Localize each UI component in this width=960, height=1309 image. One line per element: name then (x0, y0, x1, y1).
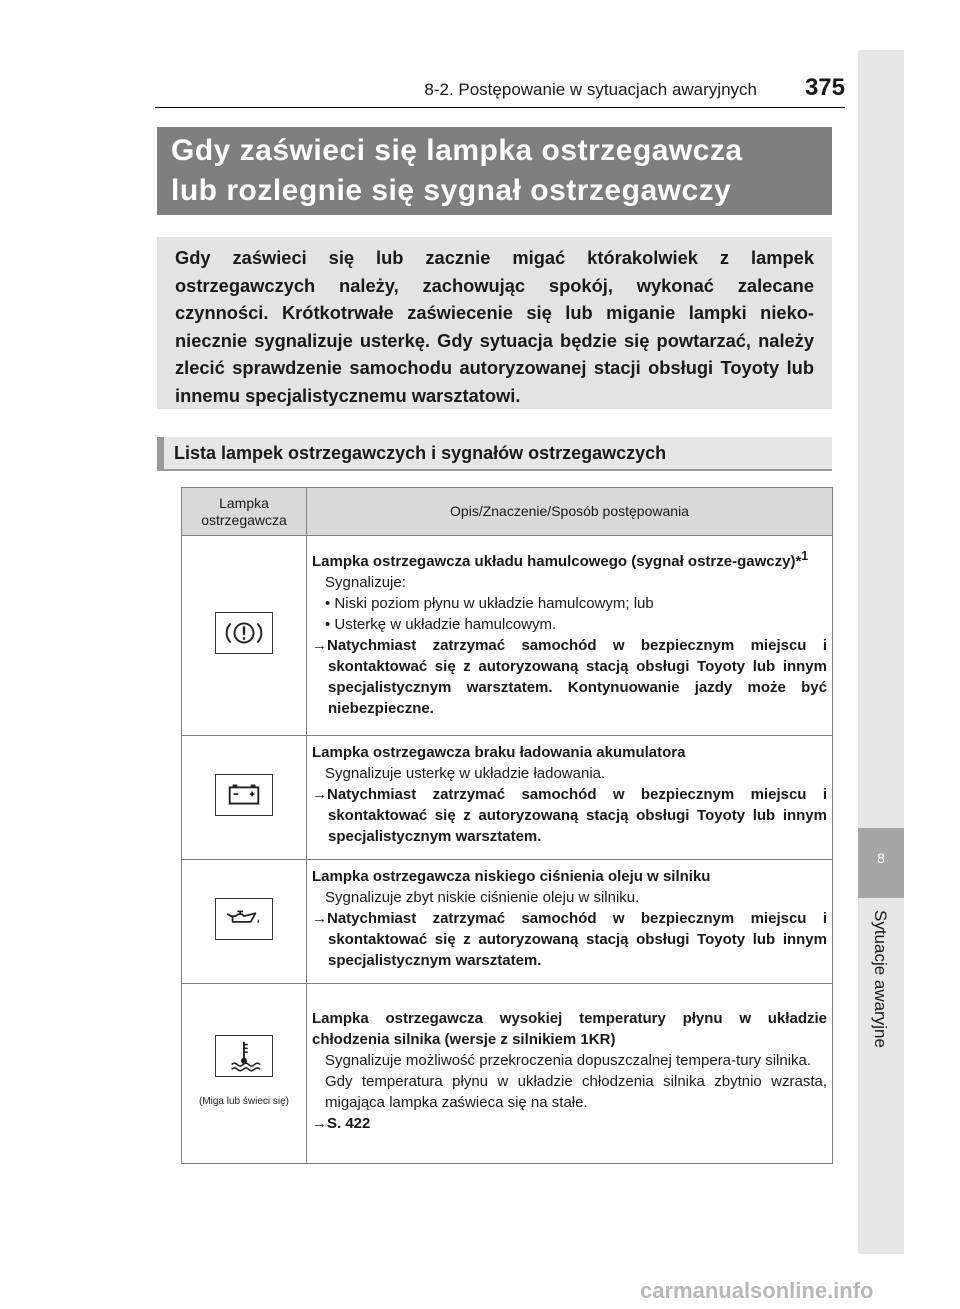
column-header-lamp-line1: Lampka (219, 494, 269, 511)
page-title-line2: lub rozlegnie się sygnał ostrzegawczy (171, 174, 732, 207)
lamp-title: Lampka ostrzegawcza wysokiej temperatury płynu w układzie chłodzenia silnika (wersje z silnikiem 1KR) (312, 1009, 827, 1048)
arrow-icon: → (312, 786, 327, 803)
header-divider (155, 107, 845, 108)
lamp-signals-label: Sygnalizuje: (325, 574, 406, 591)
page-title-line1: Gdy zaświeci się lampka ostrzegawcza (171, 134, 743, 167)
brake-warning-icon (215, 612, 273, 654)
lamp-text: Sygnalizuje zbyt niskie ciśnienie oleju w silniku. (325, 889, 640, 906)
lamp-text: Sygnalizuje usterkę w układzie ładowania. (325, 765, 606, 782)
page-header (155, 74, 845, 104)
lamp-text: Gdy temperatura płynu w układzie chłodzenia silnika zbytnio wzrasta, migająca lampka zaświeca się na stałe. (325, 1072, 827, 1111)
table-row (182, 984, 833, 1164)
lamp-action-text: Natychmiast zatrzymać samochód w bezpiecznym miejscu i skontaktować się z autoryzowaną stacją obsługi Toyoty lub innym specjalistycznym warsztatem. (327, 786, 827, 845)
lamp-action (312, 784, 827, 847)
battery-charging-icon (215, 774, 273, 816)
page-title (157, 127, 832, 215)
chapter-number: 8 (858, 828, 904, 898)
lamp-action (312, 908, 827, 971)
arrow-icon: → (312, 910, 327, 927)
column-header-description: Opis/Znaczenie/Sposób postępowania (307, 488, 833, 536)
page-reference-link[interactable]: S. 422 (327, 1114, 371, 1132)
description-cell (307, 736, 833, 860)
lamp-title (312, 546, 827, 572)
lamp-bullet: • Usterkę w układzie hamulcowym. (325, 616, 557, 633)
description-cell (307, 984, 833, 1164)
section-title: 8-2. Postępowanie w sytuacjach awaryjnych (424, 80, 757, 99)
lamp-action-text: Natychmiast zatrzymać samochód w bezpiecznym miejscu i skontaktować się z autoryzowaną stacją obsługi Toyoty lub innym specjalistycznym warsztatem. Kontynuowanie jazdy może być niebezpieczne. (327, 637, 827, 717)
section-subheading: Lista lampek ostrzegawczych i sygnałów ostrzegawczych (157, 437, 832, 471)
lamp-action (312, 635, 827, 719)
lamp-title: Lampka ostrzegawcza niskiego ciśnienia oleju w silniku (312, 868, 711, 885)
page-number: 375 (804, 74, 845, 101)
lamp-title: Lampka ostrzegawcza braku ładowania akumulatora (312, 744, 686, 761)
intro-paragraph: Gdy zaświeci się lub zacznie migać którakolwiek z lampek ostrzegawczych należy, zachowując spokój, wykonać zalecane czynności. Krótkotrwałe zaświecenie się lub miganie lampki nieko-niecznie sygnalizuje usterkę. Gdy sytuacja będzie się powtarzać, należy zlecić sprawdzenie samochodu autoryzowanej stacji obsługi Toyoty lub innemu specjalistycznemu warsztatowi. (157, 237, 832, 409)
column-header-lamp-line2: ostrzegawcza (201, 511, 287, 528)
side-tab-background (858, 50, 904, 828)
description-cell (307, 860, 833, 984)
lamp-cell (182, 984, 307, 1164)
column-header-lamp (182, 488, 307, 536)
table-row (182, 736, 833, 860)
lamp-bullet: • Niski poziom płynu w układzie hamulcowym; lub (325, 595, 654, 612)
lamp-title-text: Lampka ostrzegawcza układu hamulcowego (sygnał ostrze-gawczy)* (312, 553, 802, 570)
coolant-temperature-icon (215, 1035, 273, 1077)
lamp-cell (182, 736, 307, 860)
description-cell (307, 536, 833, 736)
icon-note: (Miga lub świeci się) (198, 1096, 290, 1107)
table-row (182, 860, 833, 984)
lamp-text: Sygnalizuje możliwość przekroczenia dopuszczalnej tempera-tury silnika. (325, 1051, 812, 1069)
oil-pressure-icon (215, 898, 273, 940)
table-row (182, 536, 833, 736)
table-header-row (182, 488, 833, 536)
warning-lamps-table (181, 487, 833, 1164)
lamp-cell (182, 860, 307, 984)
lamp-cell (182, 536, 307, 736)
arrow-icon: → (312, 637, 327, 654)
watermark: carmanualsonline.info (640, 1278, 874, 1303)
chapter-title: Sytuacje awaryjne (871, 910, 890, 1048)
lamp-action-text: Natychmiast zatrzymać samochód w bezpiecznym miejscu i skontaktować się z autoryzowaną stacją obsługi Toyoty lub innym specjalistycznym warsztatem. (327, 910, 827, 969)
arrow-icon: → (312, 1114, 327, 1132)
lamp-action (312, 1113, 827, 1134)
footnote-marker: 1 (801, 549, 809, 563)
